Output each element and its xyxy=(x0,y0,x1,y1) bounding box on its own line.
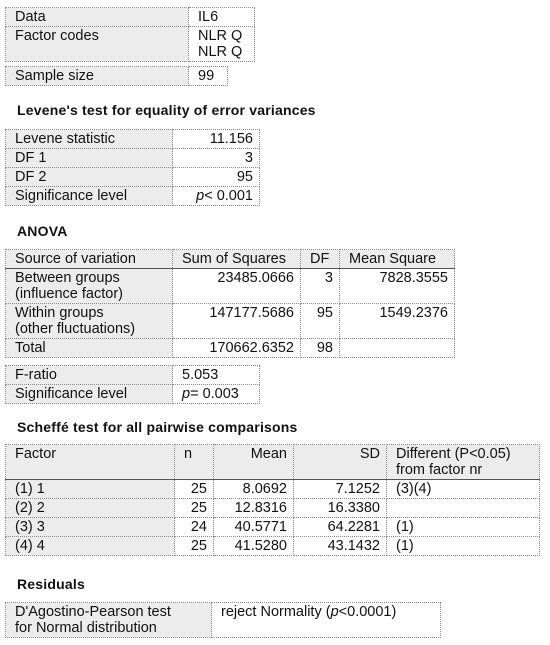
info-data-label: Data xyxy=(6,8,189,27)
residuals-result-suffix: <0.0001) xyxy=(338,604,397,620)
scheffe-row-3-factor: (3) 3 xyxy=(6,518,175,537)
anova-between-df: 3 xyxy=(301,269,340,304)
sample-size-block xyxy=(5,66,228,86)
anova-total-ss: 170662.6352 xyxy=(173,339,301,358)
anova-between-ss: 23485.0666 xyxy=(173,269,301,304)
levene-stat-label: Levene statistic xyxy=(6,130,173,149)
anova-sig-value xyxy=(173,385,260,404)
residuals-block xyxy=(5,602,441,638)
f-ratio-value: 5.053 xyxy=(173,366,260,385)
anova-header-source: Source of variation xyxy=(6,250,173,269)
scheffe-row-3-n: 24 xyxy=(175,518,214,537)
scheffe-row-4-factor: (4) 4 xyxy=(6,537,175,556)
scheffe-row-4-mean: 41.5280 xyxy=(214,537,294,556)
scheffe-row-2-mean: 12.8316 xyxy=(214,499,294,518)
residuals-table xyxy=(5,602,441,638)
levene-df1-value: 3 xyxy=(173,149,260,168)
anova-sig-number: = 0.003 xyxy=(190,386,239,402)
sample-size-label: Sample size xyxy=(6,67,189,86)
anova-within-ms: 1549.2376 xyxy=(340,304,455,339)
anova-header-df: DF xyxy=(301,250,340,269)
scheffe-table xyxy=(5,444,540,556)
residuals-heading: Residuals xyxy=(17,576,85,592)
scheffe-row-3-mean: 40.5771 xyxy=(214,518,294,537)
levene-sig-number: < 0.001 xyxy=(204,188,253,204)
anova-total-df: 98 xyxy=(301,339,340,358)
anova-within-ss: 147177.5686 xyxy=(173,304,301,339)
scheffe-row-1-mean: 8.0692 xyxy=(214,480,294,499)
scheffe-row-4-diff: (1) xyxy=(387,537,540,556)
levene-df1-label: DF 1 xyxy=(6,149,173,168)
levene-df2-value: 95 xyxy=(173,168,260,187)
residuals-result xyxy=(212,603,441,638)
scheffe-row-4-n: 25 xyxy=(175,537,214,556)
levene-sig-label: Significance level xyxy=(6,187,173,206)
scheffe-block xyxy=(5,444,540,556)
residuals-test-label: D'Agostino-Pearson test for Normal distribution xyxy=(6,603,212,638)
levene-df2-label: DF 2 xyxy=(6,168,173,187)
anova-table xyxy=(5,249,455,358)
f-ratio-label: F-ratio xyxy=(6,366,173,385)
scheffe-header-factor: Factor xyxy=(6,445,175,480)
scheffe-row-1-factor: (1) 1 xyxy=(6,480,175,499)
residuals-result-prefix: reject Normality ( xyxy=(221,604,331,620)
residuals-result-p: p xyxy=(330,604,339,620)
scheffe-row-2-sd: 16.3380 xyxy=(294,499,387,518)
anova-sig-p: p xyxy=(182,386,191,402)
anova-header-ss: Sum of Squares xyxy=(173,250,301,269)
anova-block xyxy=(5,249,455,358)
scheffe-row-1-sd: 7.1252 xyxy=(294,480,387,499)
anova-heading: ANOVA xyxy=(17,223,68,239)
sample-size-table xyxy=(5,66,228,86)
scheffe-heading: Scheffé test for all pairwise comparisons xyxy=(17,419,298,435)
scheffe-header-mean: Mean xyxy=(214,445,294,480)
scheffe-row-2-diff xyxy=(387,499,540,518)
sample-size-value: 99 xyxy=(189,67,228,86)
info-factor-value: NLR Q NLR Q xyxy=(189,27,255,62)
levene-sig-p: p xyxy=(196,188,205,204)
anova-within-df: 95 xyxy=(301,304,340,339)
anova-between-source: Between groups (influence factor) xyxy=(6,269,173,304)
anova-f-block xyxy=(5,365,260,404)
anova-header-ms: Mean Square xyxy=(340,250,455,269)
scheffe-row-1-n: 25 xyxy=(175,480,214,499)
levene-heading: Levene's test for equality of error variances xyxy=(17,102,316,118)
scheffe-row-2-n: 25 xyxy=(175,499,214,518)
info-factor-label: Factor codes xyxy=(6,27,189,62)
scheffe-header-n: n xyxy=(175,445,214,480)
anova-total-ms xyxy=(340,339,455,358)
scheffe-row-3-sd: 64.2281 xyxy=(294,518,387,537)
anova-f-table xyxy=(5,365,260,404)
anova-within-source: Within groups (other fluctuations) xyxy=(6,304,173,339)
info-block xyxy=(5,7,255,62)
scheffe-row-3-diff: (1) xyxy=(387,518,540,537)
info-data-value: IL6 xyxy=(189,8,255,27)
anova-total-source: Total xyxy=(6,339,173,358)
levene-sig-value xyxy=(173,187,260,206)
anova-sig-label: Significance level xyxy=(6,385,173,404)
scheffe-header-diff: Different (P<0.05) from factor nr xyxy=(387,445,540,480)
levene-table xyxy=(5,129,260,206)
info-table xyxy=(5,7,255,62)
scheffe-header-sd: SD xyxy=(294,445,387,480)
levene-stat-value: 11.156 xyxy=(173,130,260,149)
scheffe-row-1-diff: (3)(4) xyxy=(387,480,540,499)
anova-between-ms: 7828.3555 xyxy=(340,269,455,304)
levene-block xyxy=(5,129,260,206)
scheffe-row-2-factor: (2) 2 xyxy=(6,499,175,518)
scheffe-row-4-sd: 43.1432 xyxy=(294,537,387,556)
